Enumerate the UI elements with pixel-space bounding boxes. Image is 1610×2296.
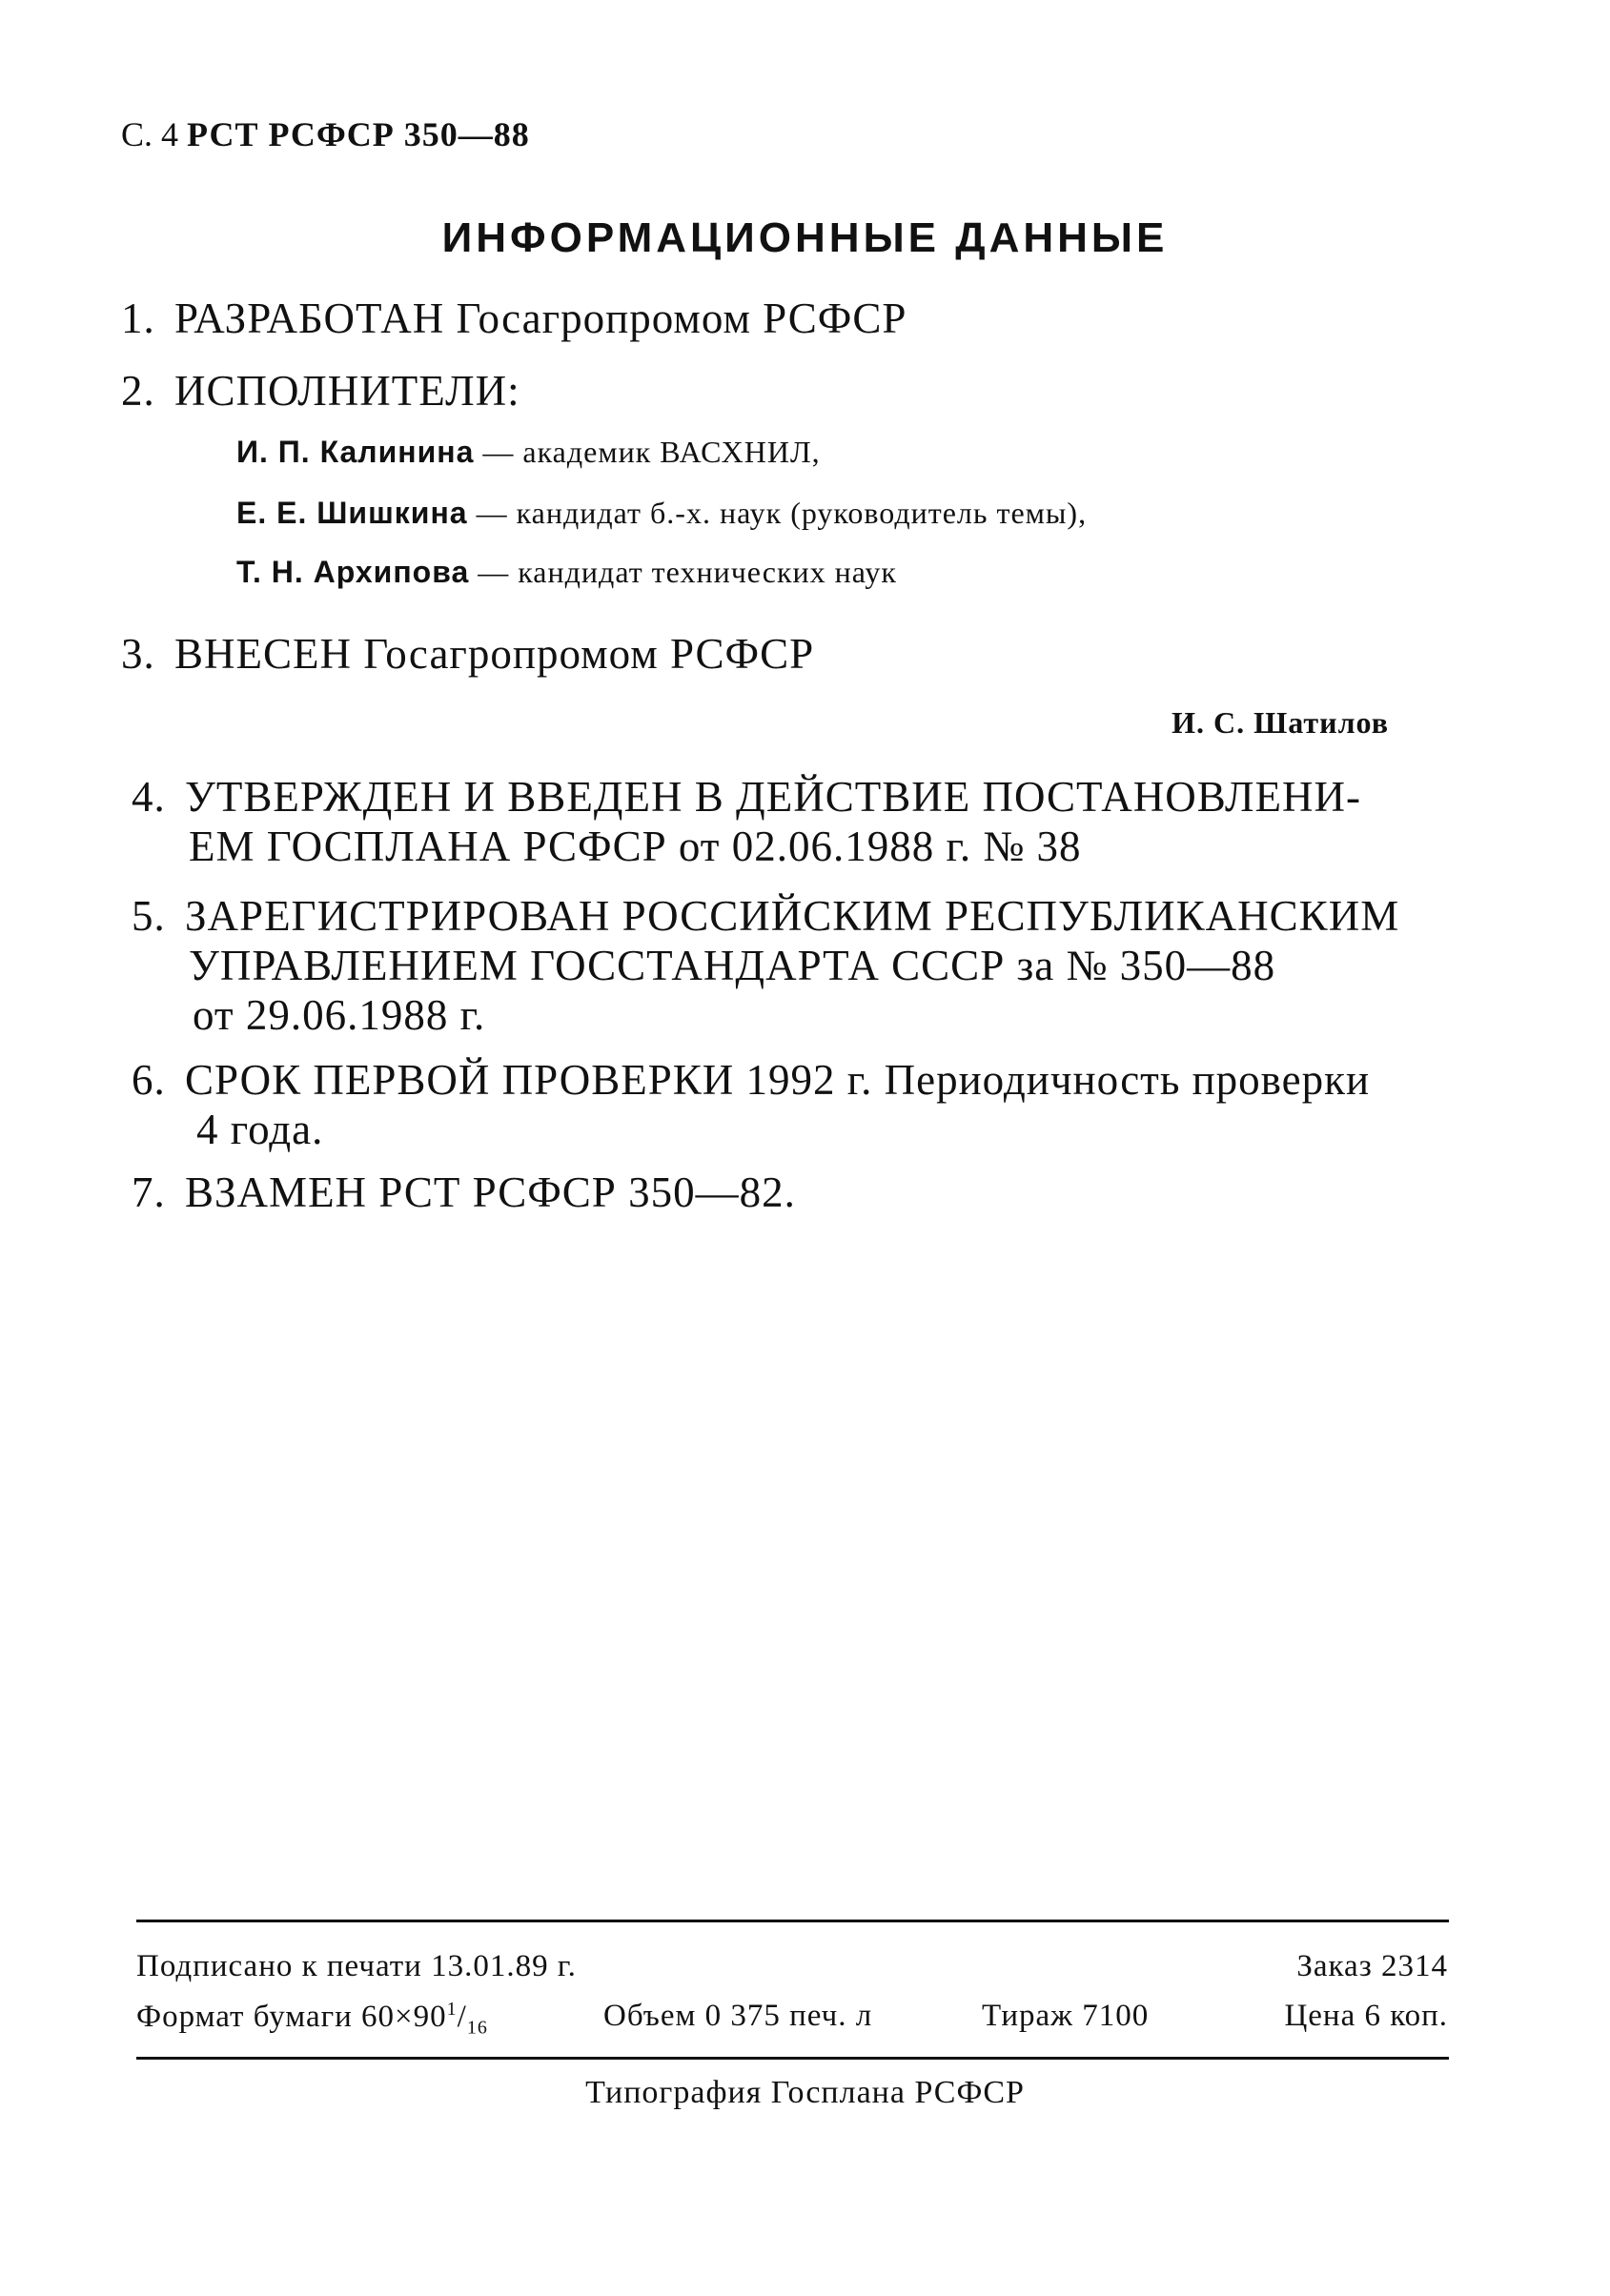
item-replaces xyxy=(132,1168,796,1217)
performer-row xyxy=(236,555,897,590)
divider xyxy=(136,1920,1449,1922)
item-registered xyxy=(132,891,1399,1040)
item-number: 1. xyxy=(121,295,155,342)
performer-row xyxy=(236,435,821,470)
item-developed xyxy=(121,294,907,343)
page-title: ИНФОРМАЦИОННЫЕ ДАННЫЕ xyxy=(441,214,1169,261)
imprint-run: Тираж 7100 xyxy=(982,1999,1150,2033)
item-text-line: от 29.06.1988 г. xyxy=(193,991,486,1039)
performer-role: — академик ВАСХНИЛ, xyxy=(474,435,821,469)
item-number: 5. xyxy=(132,892,166,940)
item-text-line: СРОК ПЕРВОЙ ПРОВЕРКИ 1992 г. Периодичность проверки xyxy=(185,1056,1371,1104)
item-first-check xyxy=(132,1055,1370,1154)
document-code: РСТ РСФСР 350—88 xyxy=(187,115,530,153)
imprint-order: Заказ 2314 xyxy=(1296,1949,1448,1983)
item-number: 2. xyxy=(121,367,155,415)
item-introduced xyxy=(121,629,814,679)
item-text-line: 4 года. xyxy=(196,1106,324,1153)
imprint-volume: Объем 0 375 печ. л xyxy=(603,1999,873,2033)
item-text-line: УТВЕРЖДЕН И ВВЕДЕН В ДЕЙСТВИЕ ПОСТАНОВЛЕНИ- xyxy=(185,773,1362,821)
item-text: ВНЕСЕН Госагропромом РСФСР xyxy=(174,630,815,678)
item-number: 4. xyxy=(132,773,166,821)
item-number: 3. xyxy=(121,630,155,678)
item-text: ВЗАМЕН РСТ РСФСР 350—82. xyxy=(185,1168,796,1216)
performer-name: Е. Е. Шишкина xyxy=(236,496,468,530)
signatory-name: И. С. Шатилов xyxy=(1172,705,1389,740)
item-approved xyxy=(132,772,1361,871)
item-text-line: УПРАВЛЕНИЕМ ГОССТАНДАРТА СССР за № 350—88 xyxy=(189,942,1276,989)
item-number: 7. xyxy=(132,1168,166,1216)
imprint-signed: Подписано к печати 13.01.89 г. xyxy=(136,1949,577,1983)
item-text-line: ЕМ ГОСПЛАНА РСФСР от 02.06.1988 г. № 38 xyxy=(189,823,1082,870)
format-text: Формат бумаги 60×90 xyxy=(136,2000,447,2034)
item-text-line: ЗАРЕГИСТРИРОВАН РОССИЙСКИМ РЕСПУБЛИКАНСКИМ xyxy=(185,892,1400,940)
page-header xyxy=(121,114,530,154)
performer-row xyxy=(236,496,1087,531)
item-number: 6. xyxy=(132,1056,166,1104)
item-performers xyxy=(121,366,520,416)
imprint-format: Формат бумаги $60\times 90^1/_{16}$ xyxy=(136,1999,488,2039)
page-number: С. 4 xyxy=(121,115,179,153)
performer-name: Т. Н. Архипова xyxy=(236,555,470,589)
performer-name: И. П. Калинина xyxy=(236,435,475,469)
printer-name: Типография Госплана РСФСР xyxy=(585,2075,1025,2110)
performer-role: — кандидат технических наук xyxy=(469,555,897,589)
item-text: ИСПОЛНИТЕЛИ: xyxy=(174,367,520,415)
performer-role: — кандидат б.-х. наук (руководитель темы), xyxy=(467,496,1088,530)
format-numerator: 1 xyxy=(446,1999,458,2020)
imprint-price: Цена 6 коп. xyxy=(1284,1999,1448,2033)
divider xyxy=(136,2057,1449,2060)
format-denominator: 16 xyxy=(466,2017,488,2039)
item-text: РАЗРАБОТАН Госагропромом РСФСР xyxy=(174,295,907,342)
